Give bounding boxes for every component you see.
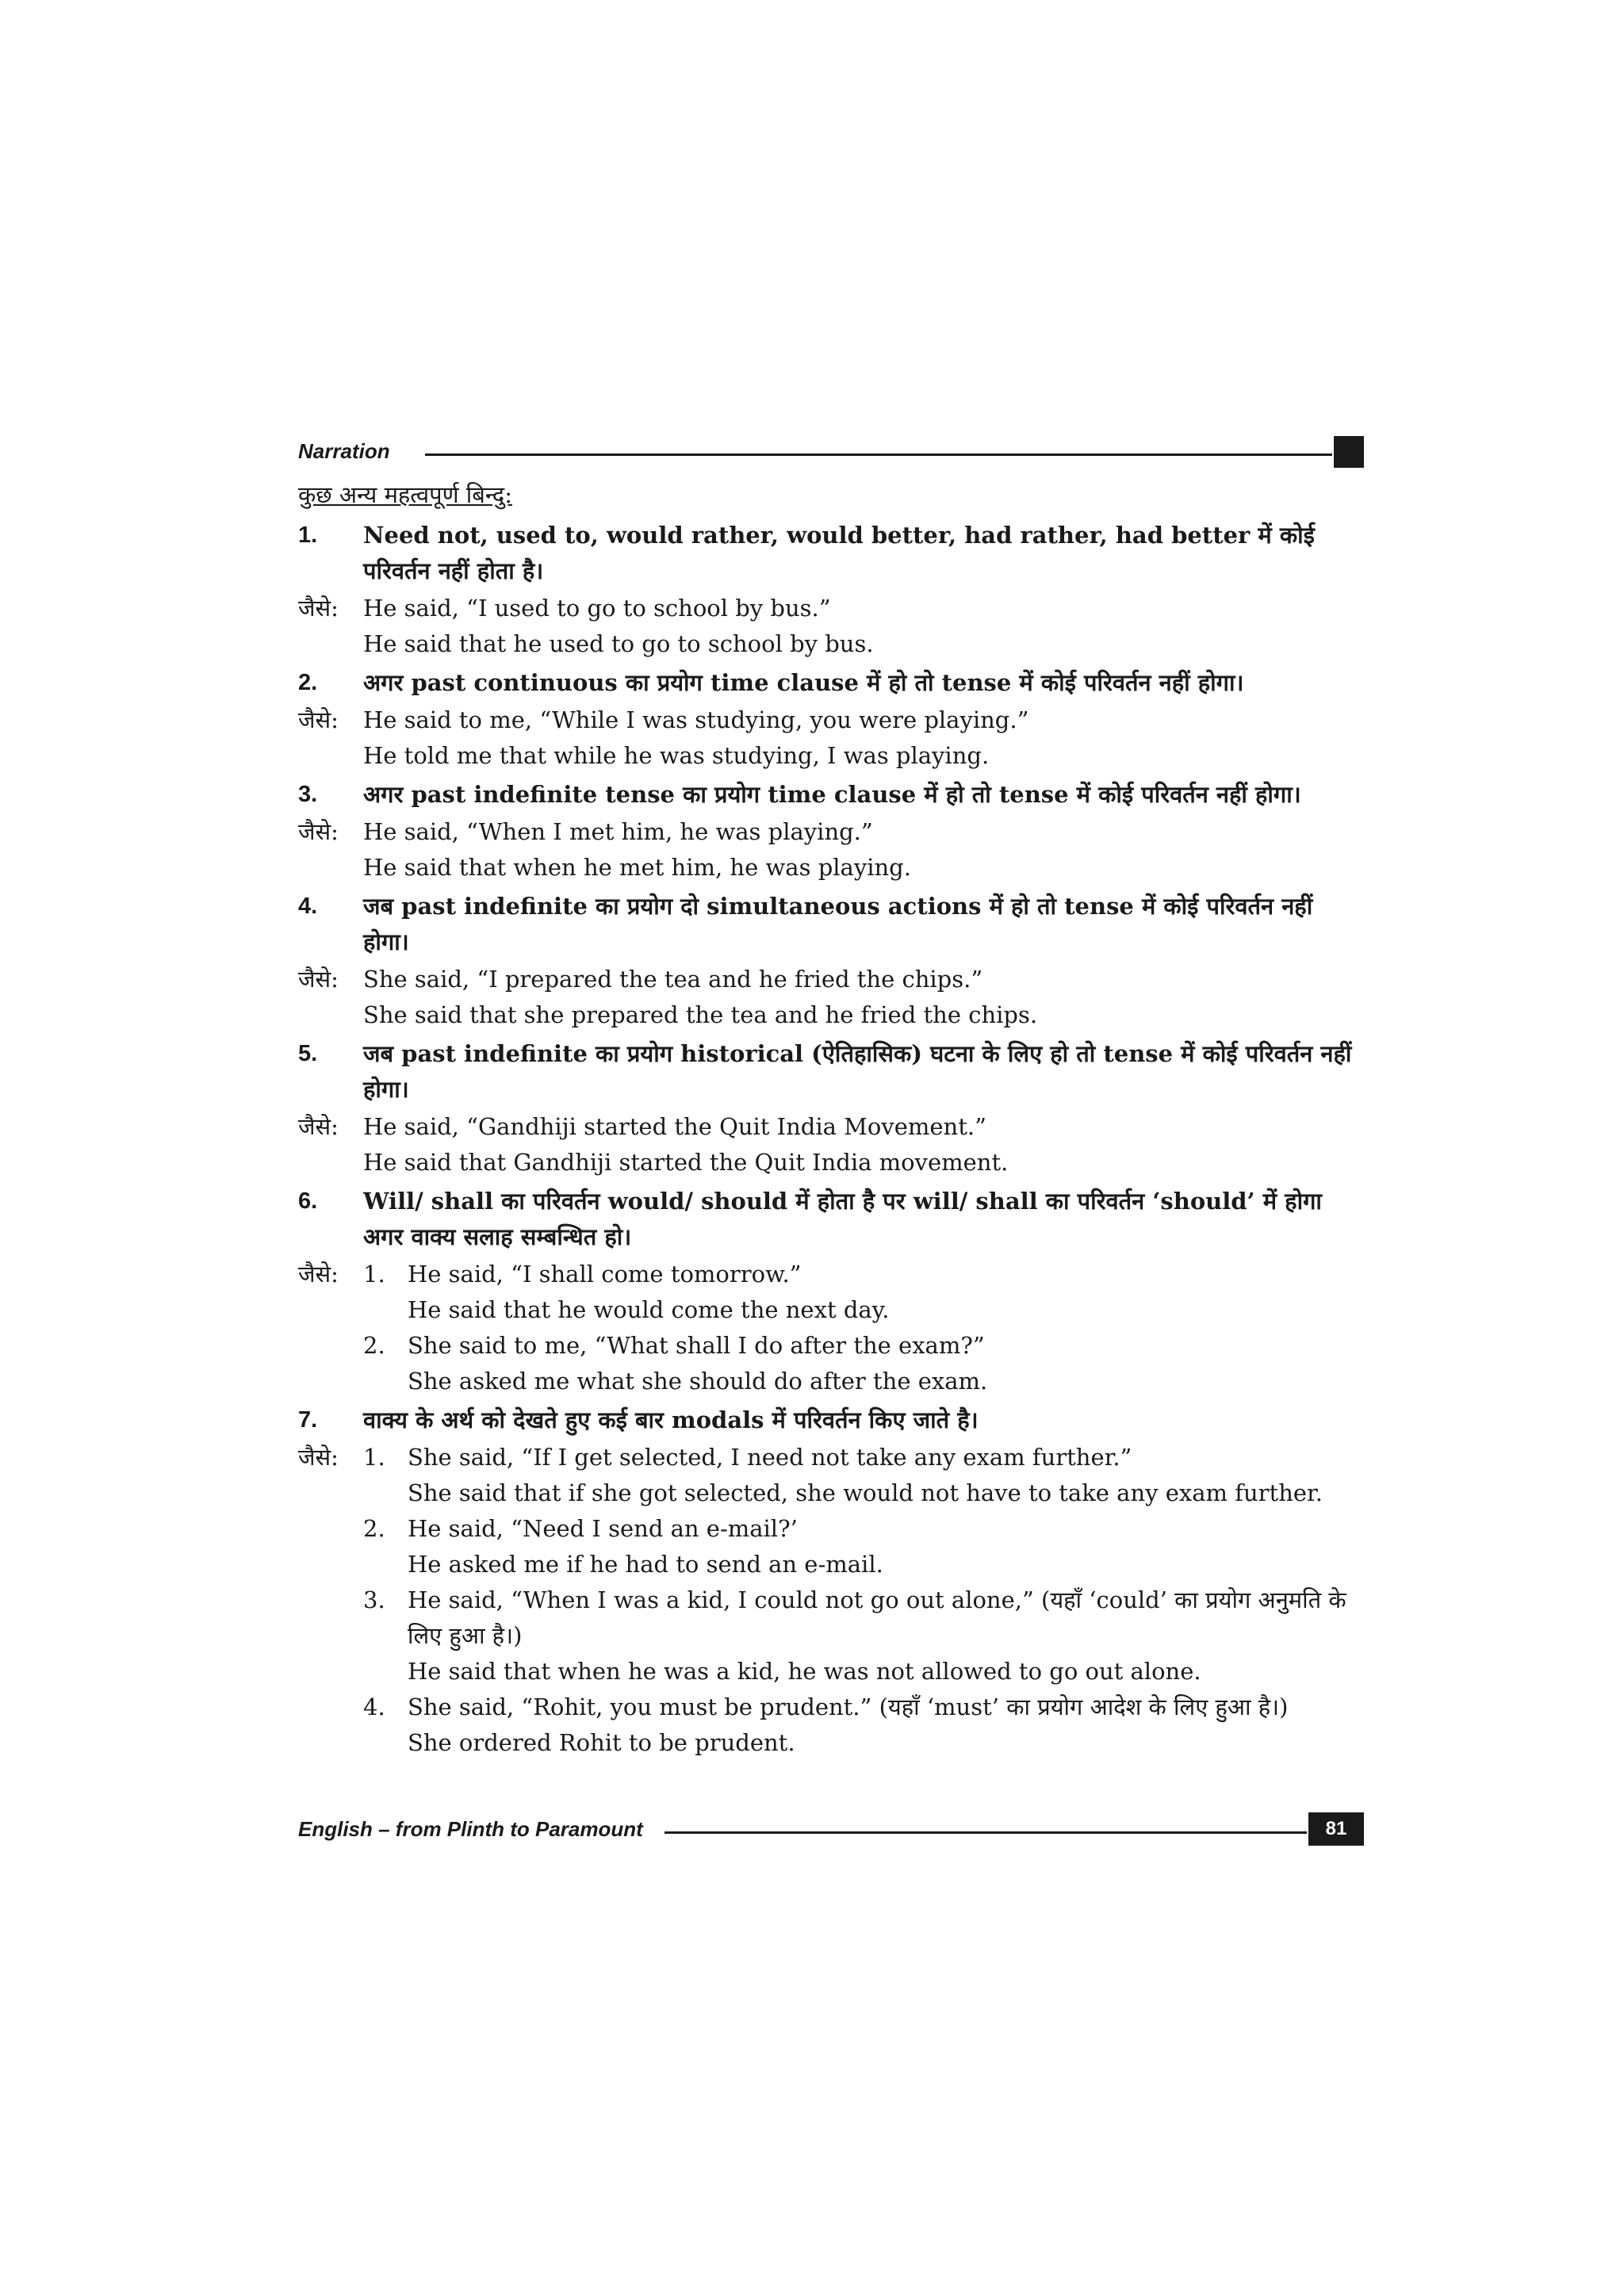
rule-number: 6.	[298, 1188, 318, 1214]
direct-speech: She said, “If I get selected, I need not take any exam further.”	[408, 1444, 1132, 1471]
running-footer	[298, 1812, 1364, 1847]
indirect-speech: He said that he used to go to school by bus.	[363, 630, 874, 657]
rule-text: Will/ shall का परिवर्तन would/ should में होता है पर will/ shall का परिवर्तन ‘should’ में होगा अगर वाक्य सलाह सम्बन्धित हो।	[363, 1188, 1322, 1250]
rule-text: जब past indefinite का प्रयोग दो simultaneous actions में हो तो tense में कोई परिवर्तन नहीं होगा।	[363, 893, 1313, 955]
header-rule	[425, 453, 1332, 456]
sub-example	[363, 1257, 1364, 1328]
example-label: जैसे:	[298, 1444, 339, 1471]
sub-example-number: 2.	[363, 1332, 385, 1359]
indirect-speech: She ordered Rohit to be prudent.	[408, 1729, 795, 1756]
rule-item	[298, 1184, 1364, 1399]
example-label: जैसे:	[298, 1261, 339, 1288]
example-label: जैसे:	[298, 1113, 339, 1140]
example-label: जैसे:	[298, 818, 339, 845]
direct-speech: She said, “I prepared the tea and he fried the chips.”	[363, 966, 983, 993]
sub-example-number: 1.	[363, 1444, 385, 1471]
indirect-speech: He said that when he met him, he was playing.	[363, 854, 911, 881]
page-number: 81	[1308, 1812, 1364, 1846]
rule-text: वाक्य के अर्थ को देखते हुए कई बार modals में परिवर्तन किए जाते है।	[363, 1406, 979, 1433]
direct-speech: He said, “Need I send an e-mail?’	[408, 1515, 798, 1542]
direct-speech: He said, “When I was a kid, I could not go out alone,” (यहाँ ‘could’ का प्रयोग अनुमति के लिए हुआ है।)	[408, 1586, 1346, 1649]
direct-speech: He said, “When I met him, he was playing.”	[363, 818, 873, 845]
running-header	[298, 434, 1364, 469]
rule-item	[298, 777, 1364, 886]
rule-item	[298, 889, 1364, 1033]
indirect-speech: He said that when he was a kid, he was not allowed to go out alone.	[408, 1658, 1201, 1685]
indirect-speech: She asked me what she should do after the exam.	[408, 1368, 988, 1395]
rule-item	[298, 665, 1364, 774]
sub-example	[363, 1328, 1364, 1399]
rule-number: 5.	[298, 1041, 318, 1066]
rule-number: 7.	[298, 1407, 318, 1433]
rule-number: 1.	[298, 522, 318, 548]
indirect-speech: He asked me if he had to send an e-mail.	[408, 1551, 883, 1578]
rule-text: अगर past indefinite tense का प्रयोग time clause में हो तो tense में कोई परिवर्तन नहीं होगा।	[363, 781, 1301, 808]
book-title: English – from Plinth to Paramount	[298, 1817, 643, 1841]
sub-example-number: 1.	[363, 1261, 385, 1288]
rule-number: 4.	[298, 894, 318, 919]
example-label: जैसे:	[298, 966, 339, 993]
direct-speech: He said to me, “While I was studying, you were playing.”	[363, 706, 1029, 733]
example-label: जैसे:	[298, 595, 339, 622]
indirect-speech: He said that he would come the next day.	[408, 1296, 890, 1323]
sub-example	[363, 1440, 1364, 1511]
rule-number: 2.	[298, 670, 318, 695]
page-content	[298, 477, 1364, 1764]
direct-speech: She said, “Rohit, you must be prudent.” (यहाँ ‘must’ का प्रयोग आदेश के लिए हुआ है।)	[408, 1693, 1289, 1720]
footer-rule	[665, 1831, 1307, 1834]
indirect-speech: He told me that while he was studying, I was playing.	[363, 742, 990, 769]
sub-example-number: 4.	[363, 1693, 385, 1720]
direct-speech: He said, “I shall come tomorrow.”	[408, 1261, 802, 1288]
rule-item	[298, 518, 1364, 662]
section-title: कुछ अन्य महत्वपूर्ण बिन्दु:	[298, 481, 512, 508]
rule-item	[298, 1402, 1364, 1761]
header-block	[1334, 436, 1364, 468]
rule-number: 3.	[298, 782, 318, 807]
rule-text: Need not, used to, would rather, would better, had rather, had better में कोई परिवर्तन नहीं होता है।	[363, 522, 1315, 584]
direct-speech: He said, “I used to go to school by bus.”	[363, 595, 831, 622]
sub-example-number: 2.	[363, 1515, 385, 1542]
sub-example	[363, 1511, 1364, 1582]
header-title: Narration	[298, 439, 390, 463]
rule-text: अगर past continuous का प्रयोग time clause में हो तो tense में कोई परिवर्तन नहीं होगा।	[363, 669, 1244, 696]
direct-speech: He said, “Gandhiji started the Quit India Movement.”	[363, 1113, 986, 1140]
indirect-speech: She said that she prepared the tea and he fried the chips.	[363, 1001, 1038, 1028]
sub-example-number: 3.	[363, 1586, 385, 1613]
example-label: जैसे:	[298, 706, 339, 733]
sub-example	[363, 1582, 1364, 1689]
rule-text: जब past indefinite का प्रयोग historical (ऐतिहासिक) घटना के लिए हो तो tense में कोई परिवर्तन नहीं होगा।	[363, 1040, 1352, 1103]
sub-example	[363, 1689, 1364, 1761]
direct-speech: She said to me, “What shall I do after the exam?”	[408, 1332, 985, 1359]
indirect-speech: She said that if she got selected, she would not have to take any exam further.	[408, 1479, 1323, 1506]
rule-item	[298, 1036, 1364, 1181]
indirect-speech: He said that Gandhiji started the Quit India movement.	[363, 1149, 1009, 1176]
